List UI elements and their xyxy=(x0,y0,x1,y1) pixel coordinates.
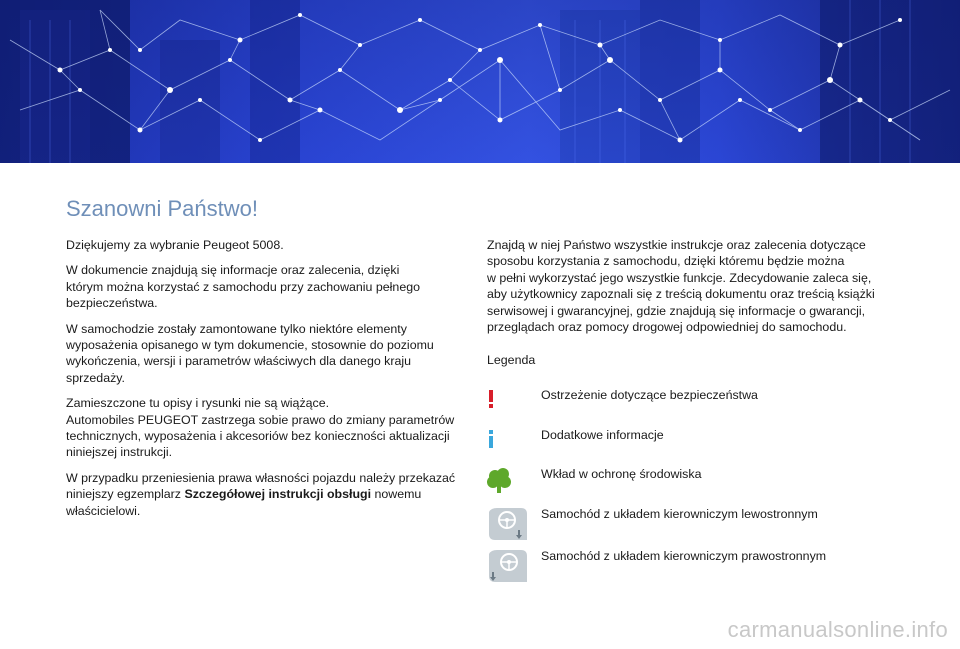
text-line: wykończenia, wersji i parametrów właściwych dla danego kraju xyxy=(66,354,412,369)
paragraph-equipment xyxy=(66,321,461,387)
manual-title-bold: Szczegółowej instrukcji obsługi xyxy=(184,487,372,502)
left-column xyxy=(66,237,461,519)
text-line: którym można korzystać z samochodu przy zachowaniu pełnego xyxy=(66,279,420,294)
paragraph-disclaimer xyxy=(66,395,461,461)
legend-label: Dodatkowe informacje xyxy=(541,428,664,442)
legend-item-environment xyxy=(487,466,907,502)
text-line: W samochodzie zostały zamontowane tylko niektóre elementy xyxy=(66,321,407,336)
text-span: nowemu xyxy=(371,487,422,502)
text-line: sprzedaży. xyxy=(66,370,125,385)
text-line: W dokumencie znajdują się informacje oraz zalecenia, dzięki xyxy=(66,263,400,278)
text-line: W przypadku przeniesienia prawa własności pojazdu należy przekazać xyxy=(66,470,456,485)
text-line: serwisowej i gwarancyjnej, gdzie znajdują się informacje o gwarancji, xyxy=(487,303,866,318)
right-hand-drive-icon xyxy=(487,548,527,584)
info-icon xyxy=(487,427,527,463)
header-banner-image xyxy=(0,0,960,163)
text-line: właścicielowi. xyxy=(66,503,141,518)
legend-item-left-hand-drive xyxy=(487,506,907,542)
text-line: Automobiles PEUGEOT zastrzega sobie prawo do zmiany parametrów xyxy=(66,412,455,427)
intro-paragraph: Dziękujemy za wybranie Peugeot 5008. xyxy=(66,238,284,252)
text-line: w pełni wykorzystać jego wszystkie funkcje. Zdecydowanie zaleca się, xyxy=(487,270,872,285)
legend-item-warning xyxy=(487,387,907,423)
legend-label: Ostrzeżenie dotyczące bezpieczeństwa xyxy=(541,388,758,402)
text-line: Zamieszczone tu opisy i rysunki nie są wiążące. xyxy=(66,396,330,411)
watermark: carmanualsonline.info xyxy=(727,617,948,642)
text-line: technicznych, wyposażenia i akcesoriów bez konieczności aktualizacji xyxy=(66,429,450,444)
legend-title: Legenda xyxy=(487,353,536,367)
text-line: aby użytkownicy zapoznali się z treścią dokumentu oraz treścią książki xyxy=(487,287,875,302)
text-line: niniejszej instrukcji. xyxy=(66,445,173,460)
paragraph-ownership-transfer xyxy=(66,470,461,519)
legend-label: Samochód z układem kierowniczym prawostronnym xyxy=(541,549,827,563)
city-network-illustration xyxy=(0,0,960,163)
legend-label: Wkład w ochronę środowiska xyxy=(541,467,702,481)
left-hand-drive-icon xyxy=(487,506,527,542)
page-title: Szanowni Państwo! xyxy=(66,196,258,221)
text-line: Znajdą w niej Państwo wszystkie instrukcje oraz zalecenia dotyczące xyxy=(487,238,866,252)
tree-environment-icon xyxy=(487,466,527,502)
legend-item-right-hand-drive xyxy=(487,548,907,584)
text-line: przeglądach oraz pomocy drogowej odpowiedniej do samochodu. xyxy=(487,320,847,335)
text-line: bezpieczeństwa. xyxy=(66,296,158,311)
legend-label: Samochód z układem kierowniczym lewostronnym xyxy=(541,507,818,521)
legend-item-info xyxy=(487,427,907,463)
warning-exclamation-icon xyxy=(487,387,527,423)
right-column xyxy=(487,237,887,335)
text-span: niniejszy egzemplarz xyxy=(66,487,185,502)
text-line: wyposażenia opisanego w tym dokumencie, stosownie do poziomu xyxy=(66,338,434,353)
text-line: sposobu korzystania z samochodu, dzięki któremu będzie można xyxy=(487,254,845,269)
paragraph-safety xyxy=(66,262,461,311)
text-line xyxy=(66,486,461,502)
